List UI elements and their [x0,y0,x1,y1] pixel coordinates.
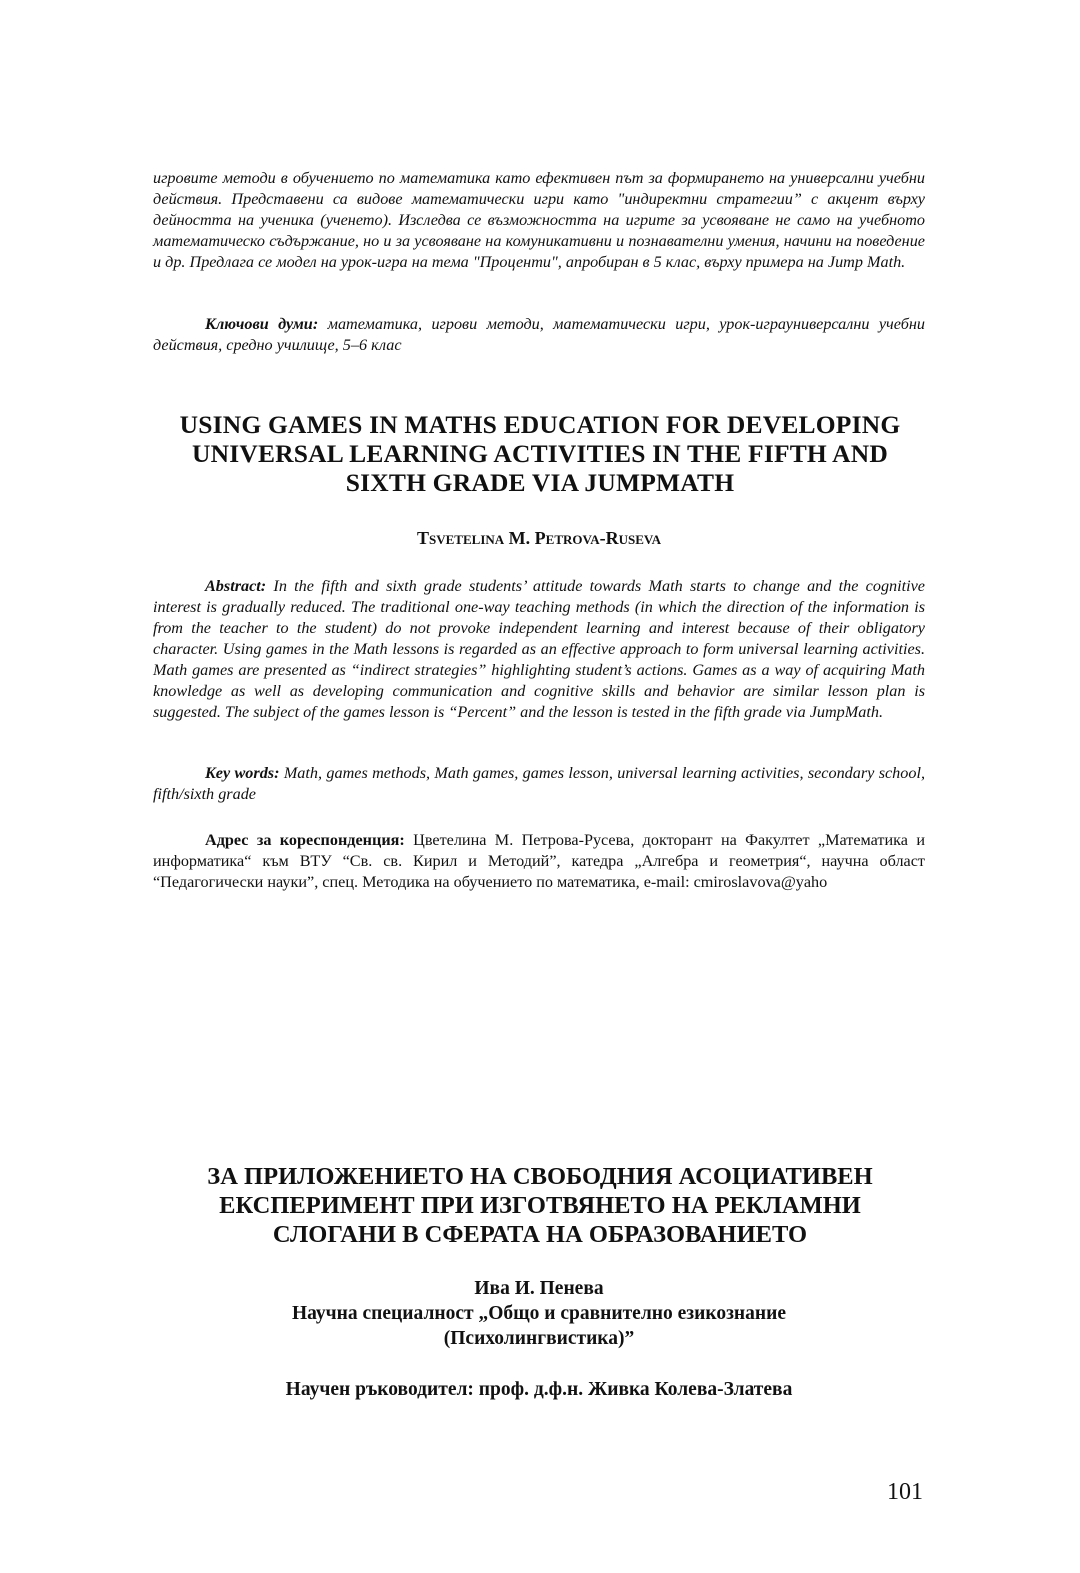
specialty-line-2: (Психолингвистика)” [443,1328,635,1349]
bg-abstract-tail [153,168,925,273]
bg-keywords-label: Ключови думи: [205,315,319,333]
supervisor [153,1377,925,1402]
correspondence [153,830,925,893]
article-title-bg [150,1162,930,1249]
supervisor-text: Научен ръководител: проф. д.ф.н. Живка Колева-Златева [285,1379,793,1400]
bg-keywords [153,314,925,356]
bg-abstract-text: игровите методи в обучението по математика като ефективен път за формирането на универсални учебни действия. Представени са видове математически игри като "индиректни стратегии” с акцент върху дейността на ученика (ученето). Изследва се възможността на игрите за усвояване не само на учебното математическо съдържание, но и за усвояване на комуникативни и познавателни умения, начини на поведение и др. Предлага се модел на урок-игра на тема "Проценти", апробиран в 5 клас, върху примера на Jump Math. [153,169,925,271]
abstract-en [153,576,925,723]
abstract-text: In the fifth and sixth grade students’ attitude towards Math starts to change and the cognitive interest is gradually reduced. The traditional one-way teaching methods (in which the direction of the information is from the teacher to the student) do not provoke independent learning and interest because of their obligatory character. Using games in the Math lessons is regarded as an effective approach to form universal learning activities. Math games are presented as “indirect strategies” highlighting student’s actions. Games as a way of acquiring Math knowledge as well as developing communication and cognitive skills and behavior are similar lesson plan is suggested. The subject of the games lesson is “Percent” and the lesson is tested in the fifth grade via JumpMath. [153,577,925,721]
title-bg-line-1: ЗА ПРИЛОЖЕНИЕТО НА СВОБОДНИЯ АСОЦИАТИВЕН [207,1163,873,1190]
bg-keywords-text: математика, игрови методи, математически игри, урок-играуниверсални учебни действия, средно училище, 5–6 клас [153,315,926,354]
author-bg: Ива И. Пенева [474,1278,604,1299]
title-en-line-3: SIXTH GRADE VIA JUMPMATH [345,468,735,497]
page-number: 101 [887,1479,923,1505]
abstract-label: Abstract: [205,577,267,595]
title-en-line-2: UNIVERSAL LEARNING ACTIVITIES IN THE FIFTH AND [192,439,888,468]
author-en: Tsvetelina M. Petrova-Ruseva [417,528,661,548]
keywords-en [153,763,925,805]
correspondence-text: Цветелина М. Петрова-Русева, докторант на Факултет „Математика и информатика“ към ВТУ “Св. св. Кирил и Методий”, катедра „Алгебра и геометрия“, научна област “Педагогически науки”, спец. Методика на обучението по математика, e-mail: cmiroslavova@yaho [153,831,926,891]
title-en-line-1: USING GAMES IN MATHS EDUCATION FOR DEVELOPING [179,410,901,439]
correspondence-label: Адрес за кореспонденция: [205,831,405,849]
keywords-en-text: Math, games methods, Math games, games lesson, universal learning activities, secondary school, fifth/sixth grade [153,764,926,803]
title-bg-line-3: СЛОГАНИ В СФЕРАТА НА ОБРАЗОВАНИЕТО [272,1221,808,1248]
title-bg-line-2: ЕКСПЕРИМЕНТ ПРИ ИЗГОТВЯНЕТО НА РЕКЛАМНИ [219,1192,861,1219]
author-bg-block [153,1276,925,1351]
specialty-line-1: Научна специалност „Общо и сравнително езикознание [291,1303,787,1324]
keywords-en-label: Key words: [205,764,280,782]
article-title-en [150,410,930,497]
